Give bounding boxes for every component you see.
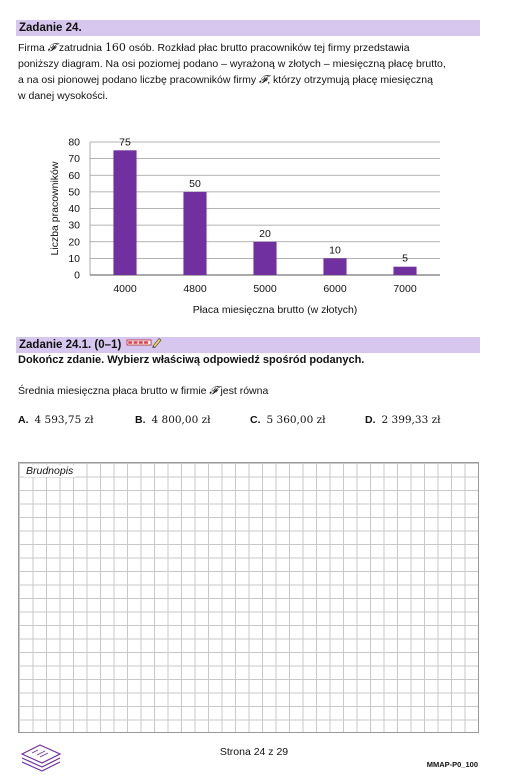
task-text: Firma 𝓕 zatrudnia 160 osób. Rozkład płac brutto pracowników tej firmy przedstawia poniższy diagram. Na osi poziomej podano – wyrażoną w złotych – miesięczną płacę brutto, a na osi pionowej podano liczbę pracowników firmy 𝓕, którzy otrzymują płacę miesięczną w danej wysokości. xyxy=(18,41,446,102)
answer-a[interactable]: A. 4 593,75 zł xyxy=(18,414,94,426)
bar xyxy=(253,242,276,275)
data-label: 5 xyxy=(402,252,408,265)
question-text: Średnia miesięczna płaca brutto w firmie 𝓕 jest równa xyxy=(18,384,269,397)
data-label: 75 xyxy=(119,136,131,149)
y-tick-label: 30 xyxy=(68,219,80,232)
bar xyxy=(113,150,136,275)
data-label: 10 xyxy=(329,244,341,257)
y-tick-label: 70 xyxy=(68,153,80,166)
y-tick-label: 80 xyxy=(68,136,80,149)
draft-label: Brudnopis xyxy=(26,465,74,477)
page-number: Strona 24 z 29 xyxy=(219,746,289,758)
y-tick-label: 0 xyxy=(74,269,80,282)
salary-bar-chart xyxy=(0,120,508,325)
x-tick-label: 6000 xyxy=(323,283,347,295)
exam-code: MMAP-P0_100 xyxy=(426,760,478,769)
answer-d[interactable]: D. 2 399,33 zł xyxy=(365,414,441,426)
bar xyxy=(393,267,416,275)
y-axis-label: Liczba pracowników xyxy=(49,161,61,256)
y-tick-label: 60 xyxy=(68,169,80,182)
x-tick-label: 4000 xyxy=(113,283,137,295)
draft-grid[interactable] xyxy=(18,462,479,733)
instruction: Dokończ zdanie. Wybierz właściwą odpowiedź spośród podanych. xyxy=(18,354,365,366)
employee-count: 160 xyxy=(104,41,126,54)
subtask-header xyxy=(16,337,480,353)
company-symbol: 𝓕 xyxy=(47,41,56,54)
data-label: 20 xyxy=(259,227,271,240)
y-tick-label: 20 xyxy=(68,236,80,249)
task-header xyxy=(16,20,480,36)
task-title: Zadanie 24. xyxy=(19,22,82,34)
x-axis-label: Płaca miesięczna brutto (w złotych) xyxy=(192,304,358,316)
subtask-title: Zadanie 24.1. (0–1) xyxy=(19,339,122,352)
x-tick-label: 5000 xyxy=(253,283,277,295)
bar xyxy=(323,258,346,275)
bar xyxy=(183,192,206,275)
answer-b[interactable]: B. 4 800,00 zł xyxy=(135,414,211,426)
data-label: 50 xyxy=(189,177,201,190)
pencil-icon xyxy=(126,337,162,353)
answer-c[interactable]: C. 5 360,00 zł xyxy=(250,414,326,426)
y-tick-label: 50 xyxy=(68,186,80,199)
x-tick-label: 4800 xyxy=(183,283,207,295)
y-tick-label: 10 xyxy=(68,252,80,265)
y-tick-label: 40 xyxy=(68,203,80,215)
x-tick-label: 7000 xyxy=(393,283,417,295)
